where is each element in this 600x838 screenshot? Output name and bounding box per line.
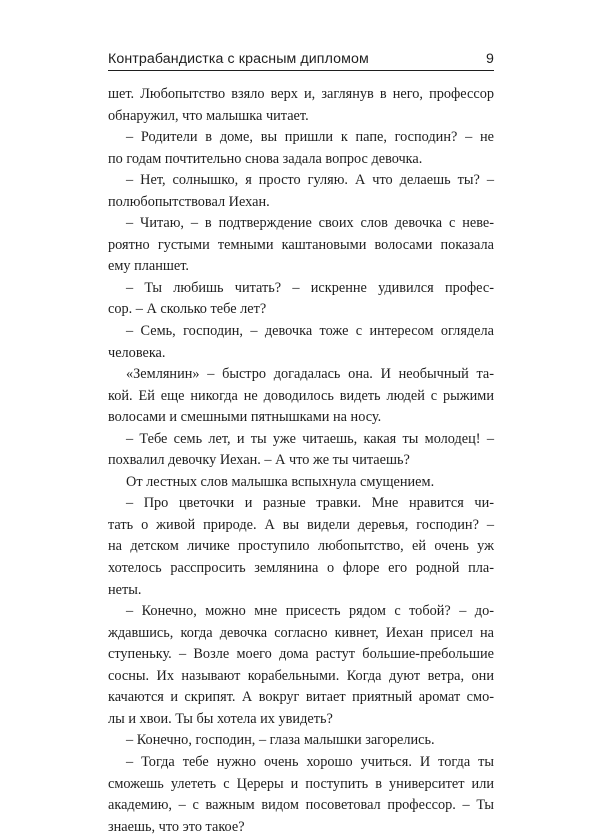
text-line: обнаружил, что малышка читает. bbox=[108, 107, 309, 124]
text-line: сор. – А сколько тебе лет? bbox=[108, 301, 267, 318]
text-line: – Конечно, господин, – глаза малышки загорелись. bbox=[126, 732, 435, 749]
text-line: сосны. Их называют корабельными. Когда дуют ветра, они bbox=[108, 667, 494, 684]
text-line: – Про цветочки и разные травки. Мне нравится чи- bbox=[126, 495, 494, 512]
text-line: полюбопытствовал Иехан. bbox=[108, 193, 270, 210]
text-line: – Конечно, можно мне присесть рядом с тобой? – до- bbox=[126, 603, 494, 620]
text-line: ему планшет. bbox=[108, 258, 189, 275]
header-rule bbox=[108, 70, 494, 71]
text-line: знаешь, что это такое? bbox=[108, 818, 245, 835]
text-line: – Ты любишь читать? – искренне удивился профес- bbox=[126, 279, 494, 296]
text-line: похвалил девочку Иехан. – А что же ты читаешь? bbox=[108, 452, 410, 469]
text-line: хотелось расспросить землянина о флоре его родной пла- bbox=[108, 560, 494, 577]
text-line: неты. bbox=[108, 581, 142, 598]
text-line: по годам почтительно снова задала вопрос девочка. bbox=[108, 150, 423, 167]
running-header bbox=[108, 45, 494, 67]
text-line: – Родители в доме, вы пришли к папе, господин? – не bbox=[126, 129, 494, 146]
text-line: ждавшись, когда девочка согласно кивнет, Иехан присел на bbox=[108, 624, 494, 641]
text-line: на детском личике проступило любопытство, ей очень уж bbox=[108, 538, 494, 555]
text-line: сможешь улететь с Цереры и поступить в университет или bbox=[108, 775, 494, 792]
text-line: – Тебе семь лет, и ты уже читаешь, какая ты молодец! – bbox=[126, 430, 494, 447]
body-text bbox=[108, 84, 494, 838]
text-line: академию, – с важным видом посоветовал профессор. – Ты bbox=[108, 797, 494, 814]
text-line: волосами и смешными пятнышками на носу. bbox=[108, 409, 382, 426]
page-number: 9 bbox=[486, 51, 494, 67]
text-line: лы и хвои. Ты бы хотела их увидеть? bbox=[108, 710, 333, 727]
text-line: – Нет, солнышко, я просто гуляю. А что делаешь ты? – bbox=[126, 172, 494, 189]
text-line: человека. bbox=[108, 344, 166, 361]
text-line: роятно густыми темными каштановыми волосами показала bbox=[108, 236, 494, 253]
running-head-title: Контрабандистка с красным дипломом bbox=[108, 51, 369, 67]
text-line: кой. Ей еще никогда не доводилось видеть людей с рыжими bbox=[108, 387, 494, 404]
text-line: – Тогда тебе нужно очень хорошо учиться. И тогда ты bbox=[126, 753, 494, 770]
text-line: тать о живой природе. А вы видели деревья, господин? – bbox=[108, 516, 494, 533]
text-line: – Читаю, – в подтверждение своих слов девочка с неве- bbox=[126, 215, 494, 232]
text-line: шет. Любопытство взяло верх и, заглянув в него, профессор bbox=[108, 86, 494, 102]
text-line: – Семь, господин, – девочка тоже с интересом оглядела bbox=[126, 323, 494, 340]
text-line: От лестных слов малышка вспыхнула смущением. bbox=[126, 473, 435, 490]
text-line: ступеньку. – Возле моего дома растут большие-пребольшие bbox=[108, 646, 494, 663]
text-line: «Землянин» – быстро догадалась она. И необычный та- bbox=[126, 366, 494, 383]
text-line: качаются и скрипят. А вокруг витает приятный аромат смо- bbox=[108, 689, 494, 706]
